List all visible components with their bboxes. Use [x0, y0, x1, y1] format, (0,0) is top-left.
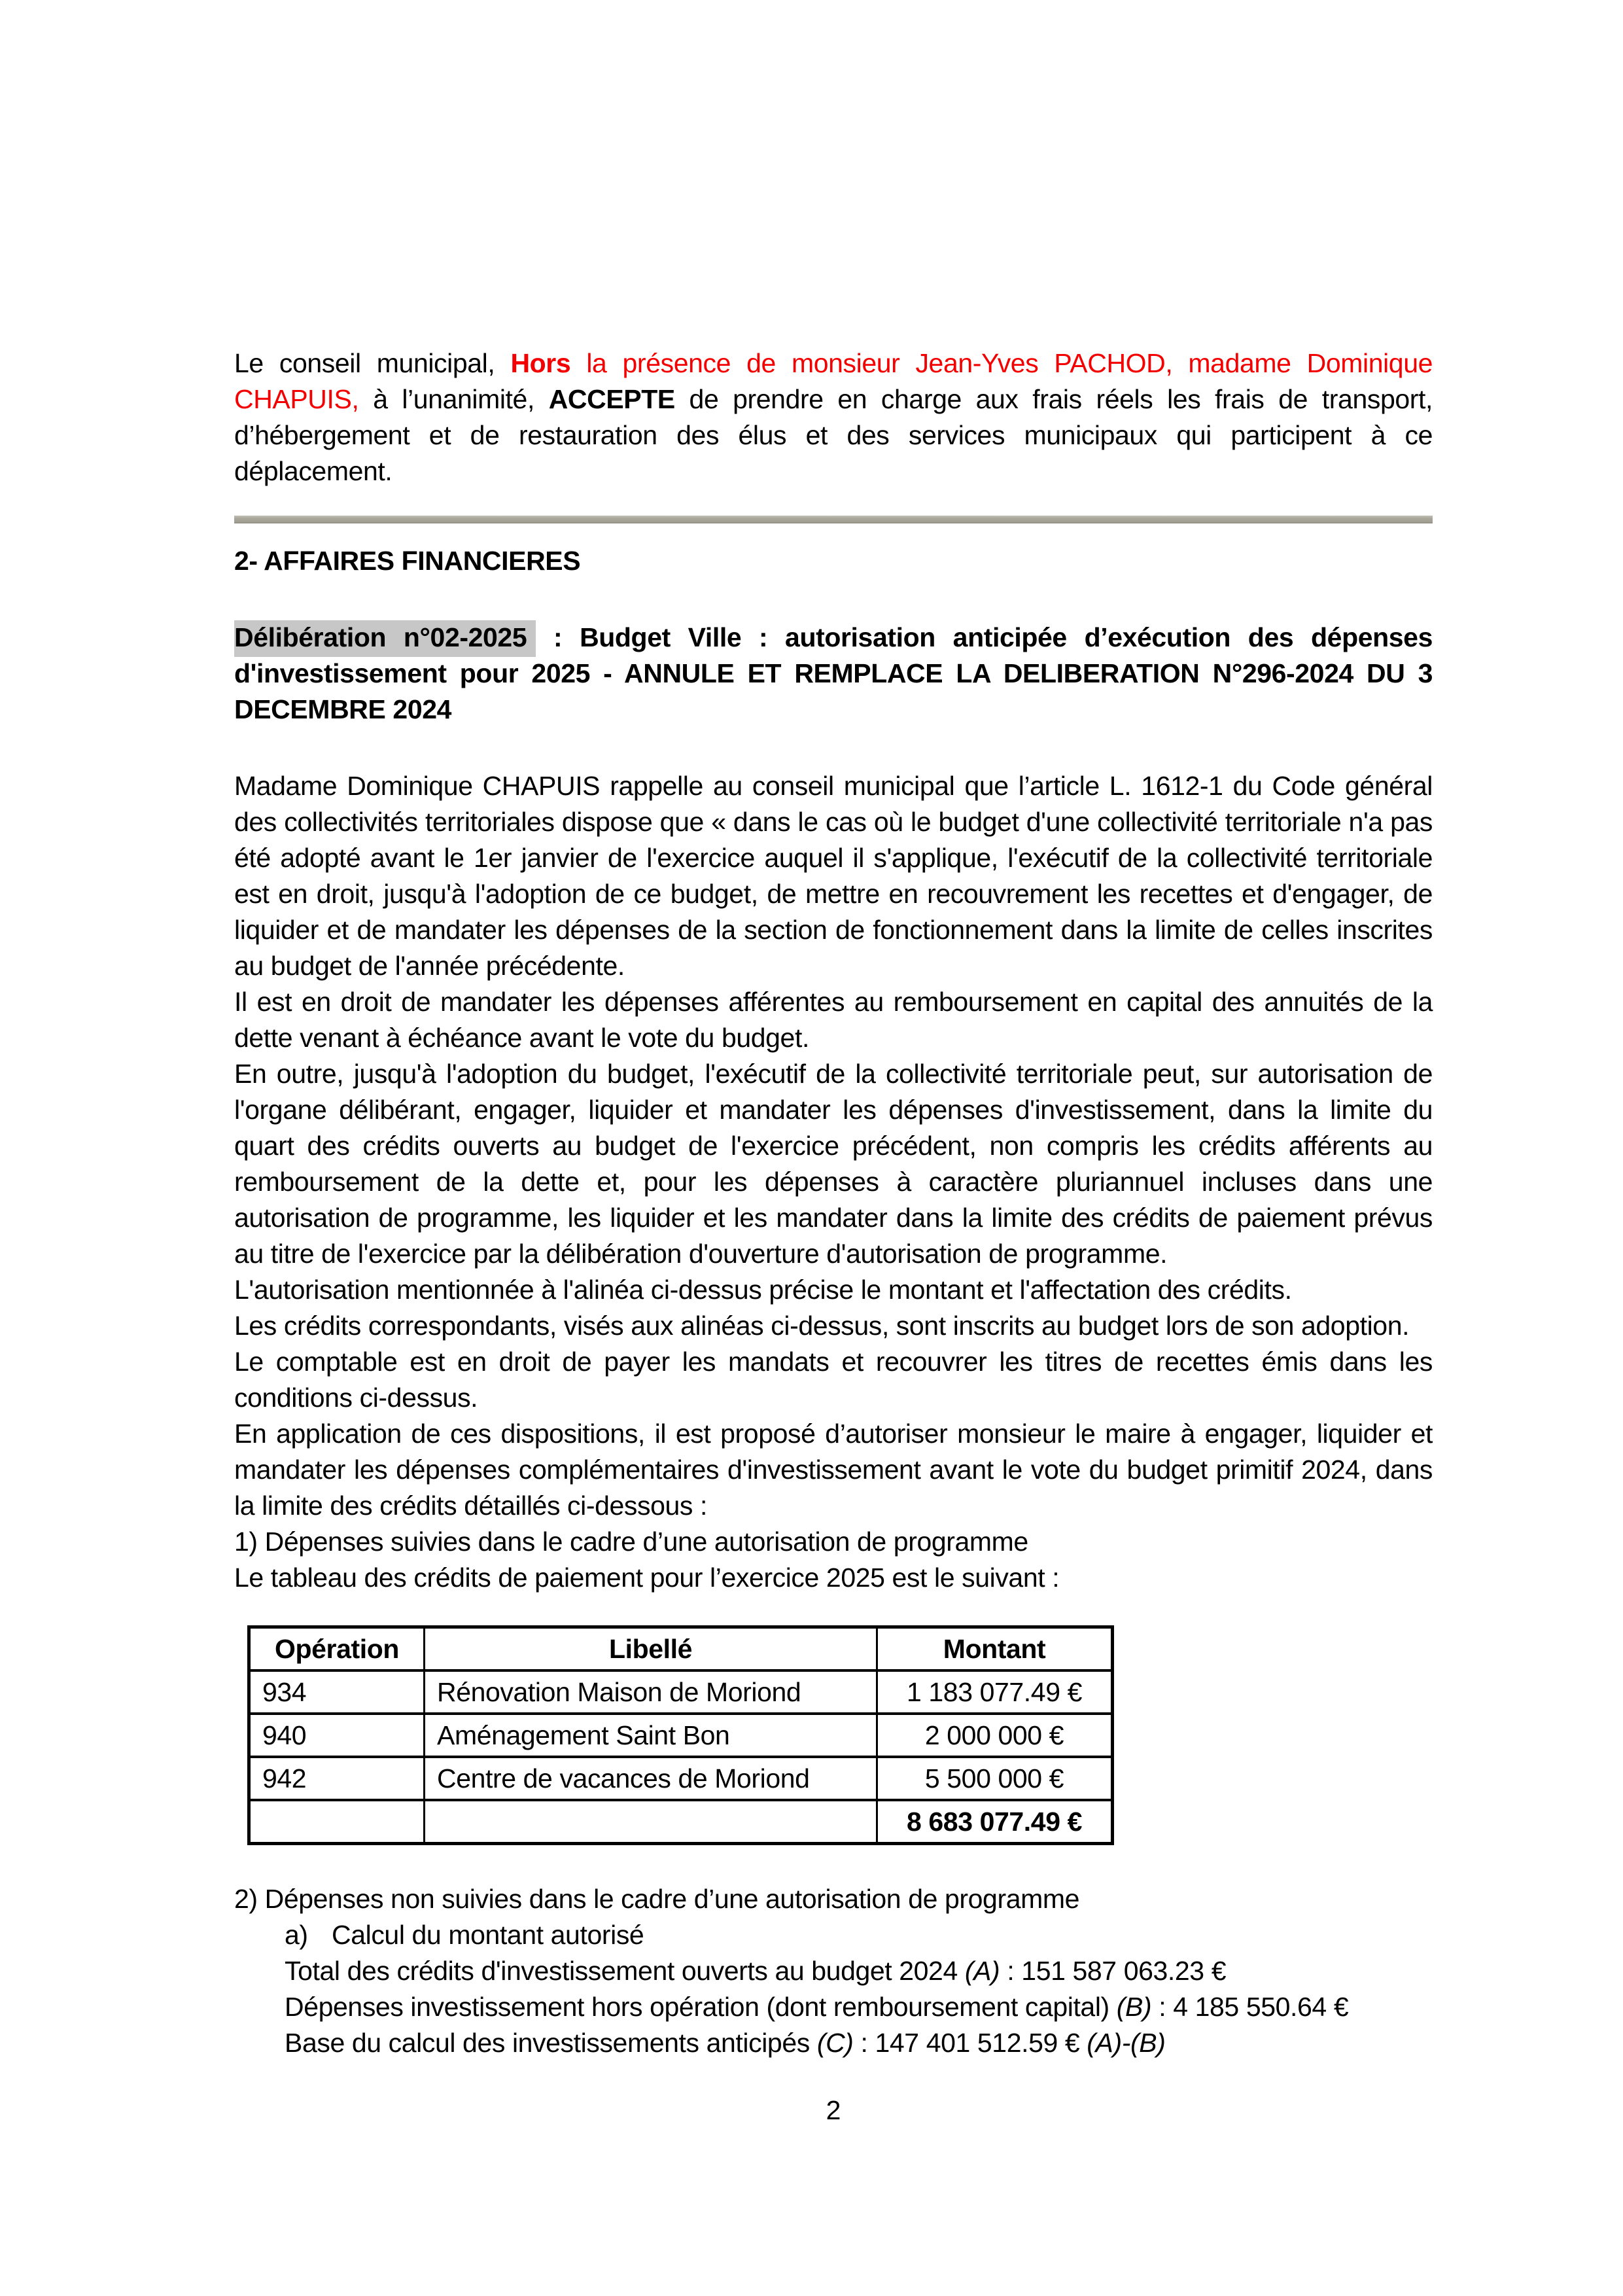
- deliberation-title: Budget Ville : autorisation anticipée d’exécution des dépenses d'investissement pour 2025 - ANNULE ET REMPLACE LA DELIBERATION N°296-2024 DU 3 DECEMBRE 2024: [234, 622, 1433, 724]
- section2-heading: 2) Dépenses non suivies dans le cadre d’une autorisation de programme: [234, 1884, 1080, 1914]
- page-number: 2: [826, 2095, 841, 2125]
- cell-montant: 5 500 000 €: [877, 1757, 1113, 1800]
- cell-libelle-empty: [425, 1800, 877, 1844]
- body-paragraph: L'autorisation mentionnée à l'alinéa ci-dessus précise le montant et l'affectation des crédits.: [234, 1275, 1292, 1305]
- calc-ref-b: (B): [1116, 1992, 1152, 2022]
- calc-value: : 151 587 063.23 €: [1000, 1956, 1227, 1986]
- body-paragraph: Le comptable est en droit de payer les mandats et recouvrer les titres de recettes émis dans les conditions ci-dessus.: [234, 1347, 1433, 1413]
- body-paragraph: Madame Dominique CHAPUIS rappelle au conseil municipal que l’article L. 1612-1 du Code général des collectivités territoriales dispose que « dans le cas où le budget d'une collectivité territoriale n'a pas été adopté avant le 1er janvier de l'exercice auquel il s'applique, l'exécutif de la collectivité territoriale est en droit, jusqu'à l'adoption de ce budget, de mettre en recouvrement les recettes et d'engager, de liquider et de mandater les dépenses de la section de fonctionnement dans la limite de celles inscrites au budget de l'année précédente.: [234, 771, 1433, 981]
- table-header-operation: Opération: [249, 1627, 425, 1671]
- calc-value: : 147 401 512.59 €: [853, 2028, 1087, 2058]
- cell-operation: 942: [249, 1757, 425, 1800]
- cell-montant: 2 000 000 €: [877, 1714, 1113, 1757]
- intro-text-red-bold: Hors: [510, 348, 571, 378]
- body-paragraph: Les crédits correspondants, visés aux alinéas ci-dessus, sont inscrits au budget lors de son adoption.: [234, 1311, 1410, 1341]
- table-row: [249, 1670, 1113, 1714]
- calc-ref-a-minus-b: (A)-(B): [1087, 2028, 1166, 2058]
- body-paragraph-list-1: 1) Dépenses suivies dans le cadre d’une autorisation de programme: [234, 1527, 1028, 1557]
- item-a-line: [285, 1917, 1433, 1953]
- body-paragraph: En outre, jusqu'à l'adoption du budget, l'exécutif de la collectivité territoriale peut, sur autorisation de l'organe délibérant, engager, liquider et mandater les dépenses d'investissement, dans la limite du quart des crédits ouverts au budget de l'exercice précédent, non compris les crédits afférents au remboursement de la dette et, pour les dépenses à caractère pluriannuel incluses dans une autorisation de programme, les liquider et les mandater dans la limite des crédits de paiement prévus au titre de l'exercice par la délibération d'ouverture d'autorisation de programme.: [234, 1059, 1433, 1269]
- body-paragraph: En application de ces dispositions, il est proposé d’autoriser monsieur le maire à engager, liquider et mandater les dépenses complémentaires d'investissement avant le vote du budget primitif 2024, dans la limite des crédits détaillés ci-dessous :: [234, 1419, 1433, 1521]
- cell-libelle: Aménagement Saint Bon: [425, 1714, 877, 1757]
- calc-line-depenses: [285, 1989, 1433, 2025]
- calc-value: : 4 185 550.64 €: [1151, 1992, 1349, 2022]
- table-header-row: [249, 1627, 1113, 1671]
- table-row: [249, 1714, 1113, 1757]
- deliberation-number-highlight: Délibération n°02-2025: [234, 620, 536, 657]
- calc-line-total: [285, 1953, 1433, 1989]
- intro-text-red: la présence de monsieur Jean-Yves PACHOD, madame Dominique CHAPUIS,: [234, 348, 1433, 414]
- body-paragraph-table-intro: Le tableau des crédits de paiement pour l’exercice 2025 est le suivant :: [234, 1563, 1060, 1593]
- calc-line-base: [285, 2025, 1433, 2061]
- credits-table: [247, 1625, 1114, 1845]
- cell-montant: 1 183 077.49 €: [877, 1670, 1113, 1714]
- cell-operation-empty: [249, 1800, 425, 1844]
- section-divider-bar: [234, 516, 1433, 523]
- calc-ref-a: (A): [964, 1956, 1000, 1986]
- calc-text: Dépenses investissement hors opération (dont remboursement capital): [285, 1992, 1117, 2022]
- cell-operation: 934: [249, 1670, 425, 1714]
- cell-libelle: Centre de vacances de Moriond: [425, 1757, 877, 1800]
- deliberation-heading: [234, 620, 1433, 728]
- cell-operation: 940: [249, 1714, 425, 1757]
- deliberation-separator: :: [536, 622, 580, 652]
- cell-libelle: Rénovation Maison de Moriond: [425, 1670, 877, 1714]
- intro-text-black-2: à l’unanimité,: [358, 384, 549, 414]
- cell-montant-total: 8 683 077.49 €: [877, 1800, 1113, 1844]
- table-row: [249, 1757, 1113, 1800]
- intro-text-black-1: Le conseil municipal,: [234, 348, 511, 378]
- table-header-libelle: Libellé: [425, 1627, 877, 1671]
- calc-text: Total des crédits d'investissement ouverts au budget 2024: [285, 1956, 965, 1986]
- item-a-label: a): [285, 1920, 308, 1950]
- intro-text-black-3: de prendre en charge aux frais réels les frais de transport, d’hébergement et de restauration des élus et des services municipaux qui participent à ce déplacement.: [234, 384, 1433, 486]
- body-paragraph: Il est en droit de mandater les dépenses afférentes au remboursement en capital des annuités de la dette venant à échéance avant le vote du budget.: [234, 987, 1433, 1053]
- calc-ref-c: (C): [816, 2028, 854, 2058]
- item-a-text: Calcul du montant autorisé: [332, 1920, 644, 1950]
- section-heading: 2- AFFAIRES FINANCIERES: [234, 546, 581, 576]
- body-text-block: [234, 768, 1433, 1596]
- section2-block: [234, 1881, 1433, 2061]
- calc-text: Base du calcul des investissements anticipés: [285, 2028, 817, 2058]
- intro-text-accepte: ACCEPTE: [548, 384, 675, 414]
- table-header-montant: Montant: [877, 1627, 1113, 1671]
- document-content: [234, 345, 1433, 2128]
- table-total-row: [249, 1800, 1113, 1844]
- intro-paragraph: [234, 345, 1433, 489]
